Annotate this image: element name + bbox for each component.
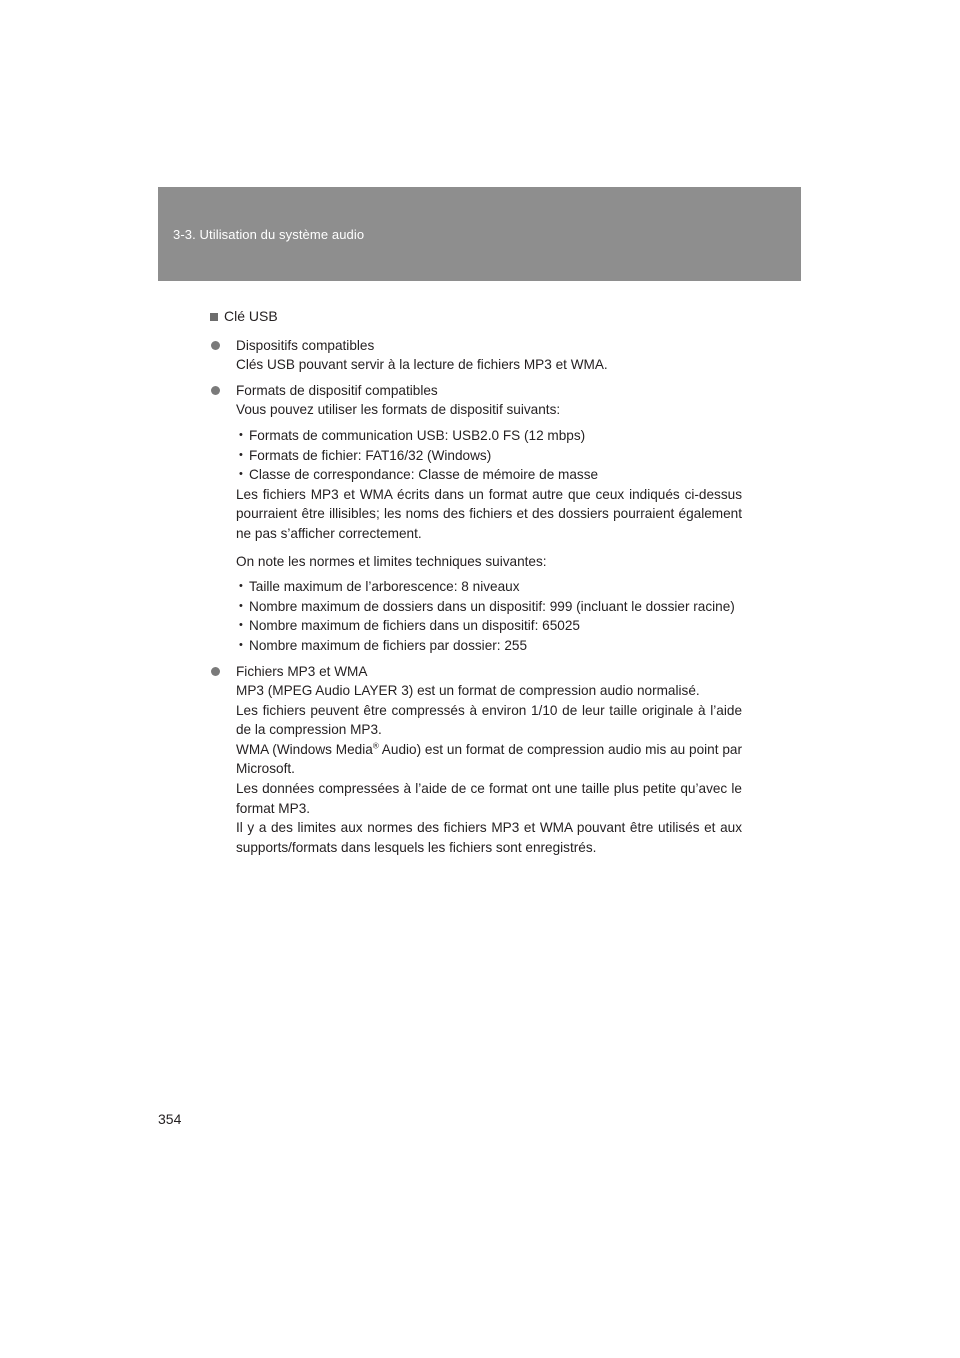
item-paragraph-wma bbox=[236, 740, 742, 779]
item-compatible-devices bbox=[210, 336, 742, 375]
item-paragraph: Il y a des limites aux normes des fichiers MP3 et WMA pouvant être utilisés et aux supports/formats dans lesquels les fichiers sont enregistrés. bbox=[236, 820, 742, 855]
wma-text-end: Audio) est un format de compression audio mis au point par Microsoft. bbox=[236, 741, 742, 777]
item-title: Fichiers MP3 et WMA bbox=[236, 663, 368, 679]
item-note: Les fichiers MP3 et WMA écrits dans un format autre que ceux indiqués ci-dessus pourraient être illisibles; les noms des fichiers et des dossiers pourraient également ne pas s’afficher correctement. bbox=[236, 486, 742, 541]
list-item: • Nombre maximum de dossiers dans un dispositif: 999 (incluant le dossier racine) bbox=[236, 597, 742, 617]
list-item: • Formats de fichier: FAT16/32 (Windows) bbox=[236, 446, 742, 466]
item-paragraph: Les données compressées à l’aide de ce format ont une taille plus petite qu’avec le format MP3. bbox=[236, 781, 742, 816]
item-paragraph: MP3 (MPEG Audio LAYER 3) est un format de compression audio normalisé. bbox=[236, 683, 700, 699]
circle-bullet-icon bbox=[211, 667, 220, 676]
item-title: Dispositifs compatibles bbox=[236, 337, 375, 353]
chapter-header-bar bbox=[158, 187, 801, 281]
item-text: Clés USB pouvant servir à la lecture de fichiers MP3 et WMA. bbox=[236, 357, 608, 373]
item-title: Formats de dispositif compatibles bbox=[236, 382, 438, 398]
format-list bbox=[236, 426, 742, 485]
registered-mark: ® bbox=[372, 741, 379, 751]
section-title: Clé USB bbox=[224, 308, 278, 324]
list-item: • Nombre maximum de fichiers par dossier: 255 bbox=[236, 636, 742, 656]
item-intro: Vous pouvez utiliser les formats de dispositif suivants: bbox=[236, 402, 561, 418]
circle-bullet-icon bbox=[211, 341, 220, 350]
item-intro-limits: On note les normes et limites techniques suivantes: bbox=[236, 553, 547, 569]
item-mp3-wma-files bbox=[210, 662, 742, 858]
item-compatible-formats bbox=[210, 381, 742, 656]
page-number: 354 bbox=[158, 1111, 182, 1127]
item-paragraph: Les fichiers peuvent être compressés à environ 1/10 de leur taille originale à l’aide de la compression MP3. bbox=[236, 702, 742, 738]
limits-list bbox=[236, 577, 742, 655]
square-bullet-icon bbox=[210, 313, 218, 321]
wma-text-start: WMA (Windows Media bbox=[236, 741, 373, 757]
list-item: • Classe de correspondance: Classe de mémoire de masse bbox=[236, 465, 742, 485]
list-item: • Formats de communication USB: USB2.0 FS (12 mbps) bbox=[236, 426, 742, 446]
circle-bullet-icon bbox=[211, 386, 220, 395]
chapter-title: 3-3. Utilisation du système audio bbox=[173, 227, 365, 242]
list-item: • Nombre maximum de fichiers dans un dispositif: 65025 bbox=[236, 616, 742, 636]
page-content bbox=[210, 307, 742, 863]
section-heading bbox=[210, 307, 742, 327]
list-item: • Taille maximum de l’arborescence: 8 niveaux bbox=[236, 577, 742, 597]
